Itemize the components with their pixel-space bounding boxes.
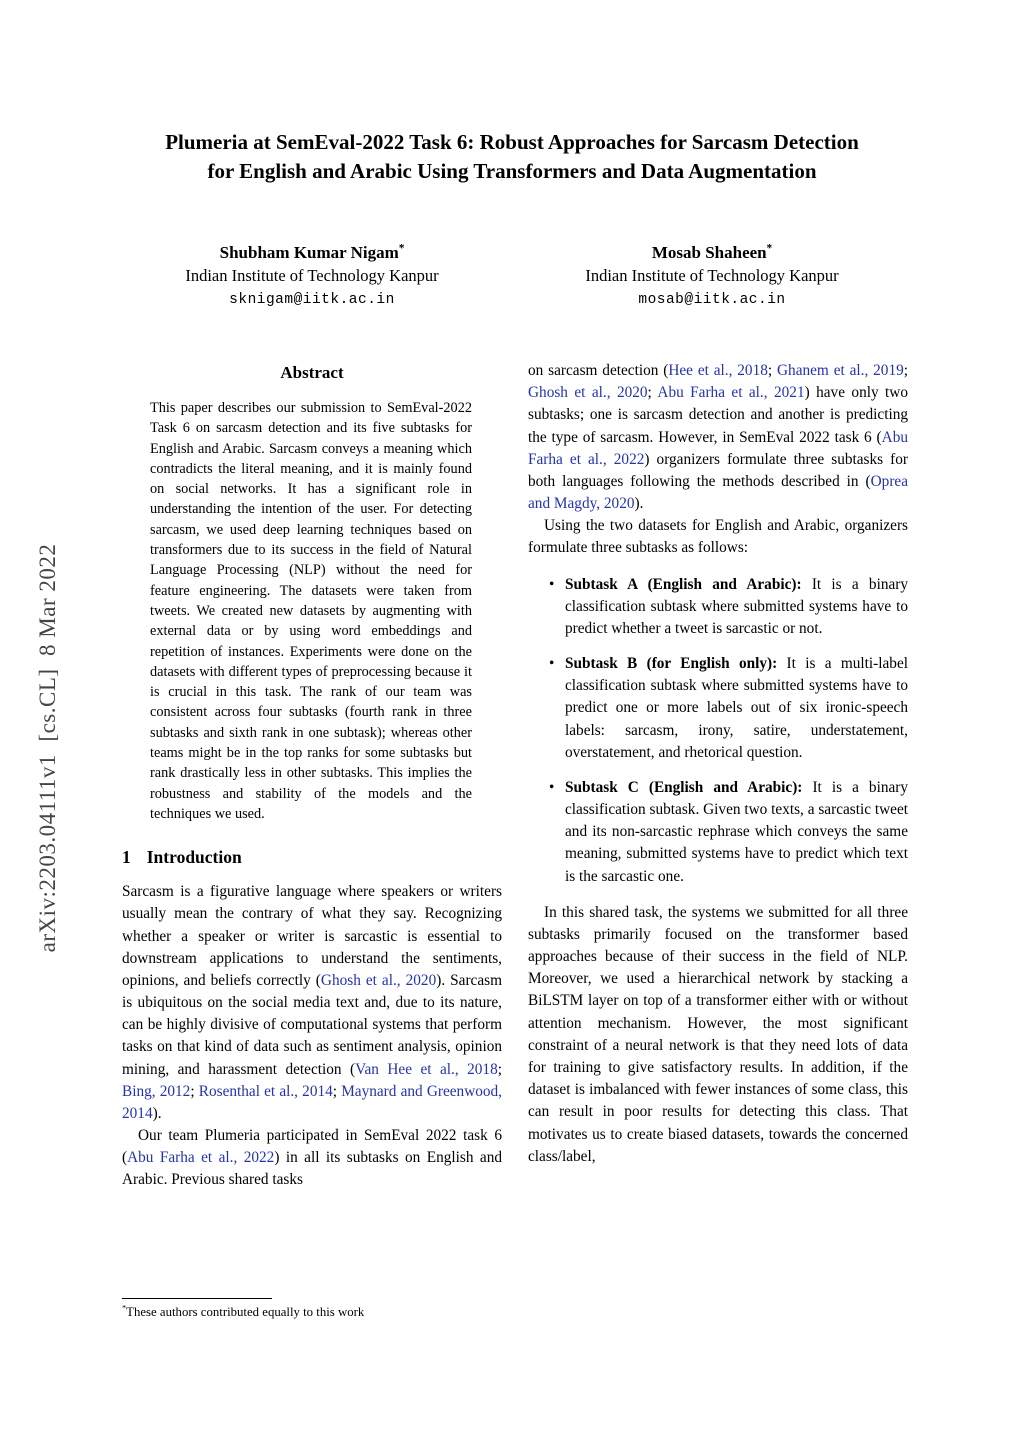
authors-block xyxy=(112,243,912,308)
subtask-list xyxy=(528,574,908,888)
right-paragraph-1 xyxy=(528,360,908,515)
bullet-icon: • xyxy=(549,778,555,796)
text-segment: Mosab Shaheen xyxy=(651,243,767,262)
text-segment: ; xyxy=(767,362,777,379)
text-segment: Our team Plumeria participated in SemEval 2022 task 6 ( xyxy=(122,1127,502,1167)
left-column xyxy=(122,363,502,1192)
abstract-heading: Abstract xyxy=(280,363,344,382)
citation-link[interactable]: Hee et al., 2018 xyxy=(668,362,768,379)
text-segment: ) in all its subtasks on English and Arabic. Previous shared tasks xyxy=(122,1149,502,1189)
text-segment: Subtask B (for English only): xyxy=(565,655,778,673)
text-segment: ) have only two subtasks; one is sarcasm detection and another is predicting the type of sarcasm. However, in SemEval 2022 task 6 ( xyxy=(528,384,908,446)
subtask-a-text xyxy=(565,576,908,637)
text-segment: Sarcasm is a figurative language where speakers or writers usually mean the contrary of what they say. Recognizing whether a speaker or writer is sarcastic is essential to downstream applications to understand the sentiments, opinions, and beliefs correctly ( xyxy=(122,883,502,989)
footnote-text xyxy=(122,1304,502,1321)
arxiv-watermark: arXiv:2203.04111v1 [cs.CL] 8 Mar 2022 xyxy=(35,543,60,953)
subtask-b-text xyxy=(565,655,908,761)
text-segment: ). xyxy=(634,495,644,513)
text-segment: ). Sarcasm is ubiquitous on the social media text and, due to its nature, can be highly divisive of computational systems that perform tasks on that kind of data such as sentiment analysis, opinion mining, and harassment detection ( xyxy=(122,971,502,1078)
right-paragraph-2: Using the two datasets for English and Arabic, organizers formulate three subtasks as follows: xyxy=(528,517,908,557)
citation-link[interactable]: Rosenthal et al., 2014 xyxy=(198,1082,333,1100)
bullet-icon: • xyxy=(549,575,555,593)
author-affiliation: Indian Institute of Technology Kanpur xyxy=(185,266,439,285)
text-segment: ; xyxy=(497,1060,502,1078)
text-segment: It is a multi-label classification subtask where submitted systems have to predict one or more labels out of six ironic-speech labels: sarcasm, irony, satire, understatement, overstatement, and rhetorical question. xyxy=(565,655,908,761)
citation-link[interactable]: Abu Farha et al., 2022 xyxy=(528,428,908,468)
text-segment: ; xyxy=(332,1082,342,1100)
intro-paragraph-2 xyxy=(122,1125,502,1192)
text-segment: It is a binary classification subtask. Given two texts, a sarcastic tweet and its non-sarcastic rephrase which conveys the same meaning, submitted systems have to predict which text is the sarcastic one. xyxy=(565,778,908,885)
text-segment: ; xyxy=(903,362,908,379)
citation-link[interactable]: Ghosh et al., 2020 xyxy=(320,971,437,989)
text-segment: Shubham Kumar Nigam xyxy=(219,243,399,262)
superscript-marker: * xyxy=(398,242,405,255)
section-title: Introduction xyxy=(146,847,242,868)
footnote-rule xyxy=(122,1298,272,1299)
subtask-item-c xyxy=(528,777,908,888)
intro-paragraph-1 xyxy=(122,881,502,1125)
citation-link[interactable]: Ghanem et al., 2019 xyxy=(777,362,904,379)
text-segment: on sarcasm detection ( xyxy=(528,362,669,379)
subtask-item-b xyxy=(528,653,908,764)
citation-link[interactable]: Van Hee et al., 2018 xyxy=(355,1060,498,1078)
text-segment: It is a binary classification subtask where submitted systems have to predict whether a tweet is sarcastic or not. xyxy=(565,575,908,637)
text-segment: Subtask A (English and Arabic): xyxy=(565,575,802,593)
author-affiliation: Indian Institute of Technology Kanpur xyxy=(585,266,839,285)
footnote xyxy=(122,1298,502,1321)
text-segment: ; xyxy=(647,384,658,402)
text-segment: ) organizers formulate three subtasks for both languages following the methods described in ( xyxy=(528,450,909,490)
text-segment: These authors contributed equally to this work xyxy=(126,1305,365,1319)
superscript-marker: * xyxy=(122,1303,127,1313)
subtask-item-a xyxy=(528,574,908,641)
paper-title: Plumeria at SemEval-2022 Task 6: Robust Approaches for Sarcasm Detection for English and Arabic Using Transformers and Data Augmentation xyxy=(165,130,859,183)
citation-link[interactable]: Abu Farha et al., 2021 xyxy=(657,384,805,402)
author-block-1 xyxy=(112,243,512,308)
text-segment: ; xyxy=(190,1082,199,1100)
citation-link[interactable]: Bing, 2012 xyxy=(122,1082,191,1100)
citation-link[interactable]: Oprea and Magdy, 2020 xyxy=(528,472,908,513)
right-column xyxy=(528,360,908,1168)
author-block-2 xyxy=(512,243,912,308)
abstract-text: This paper describes our submission to SemEval-2022 Task 6 on sarcasm detection and its five subtasks for English and Arabic. Sarcasm conveys a meaning which contradicts the literal meaning, and it is mainly found on social networks. It has a significant role in understanding the intention of the user. For detecting sarcasm, we used deep learning techniques based on transformers due to its success in the field of Natural Language Processing (NLP) without the need for feature engineering. The datasets were taken from tweets. We created new datasets by augmenting with external data or by using word embeddings and repetition of instances. Experiments were done on the datasets with different types of preprocessing because it is crucial in this task. The rank of our team was consistent across four subtasks (fourth rank in three subtasks and sixth rank in one subtask); whereas other teams might be in the top ranks for some subtasks but rank drastically less in other subtasks. This implies the robustness and stability of the models and the techniques we used. xyxy=(150,400,472,822)
right-paragraph-3: In this shared task, the systems we submitted for all three subtasks primarily focused on the transformer based approaches because of their success in the field of NLP. Moreover, we used a hierarchical network by stacking a BiLSTM layer on top of a transformer either with or without attention mechanism. However, the most significant constraint of a neural network is that they need lots of data for training to give satisfactory results. In addition, if the dataset is imbalanced with fewer instances of some class, this can result in poor results for detecting this class. That motivates us to create biased datasets, towards the concerned class/label, xyxy=(528,903,908,1165)
citation-link[interactable]: Abu Farha et al., 2022 xyxy=(127,1149,275,1167)
section-heading-introduction xyxy=(122,847,502,868)
text-segment: ). xyxy=(152,1104,162,1122)
author-email-link[interactable]: mosab@iitk.ac.in xyxy=(638,292,786,308)
author-email-link[interactable]: sknigam@iitk.ac.in xyxy=(229,292,395,308)
author-name xyxy=(112,243,512,263)
subtask-c-text xyxy=(565,779,908,885)
section-number: 1 xyxy=(122,847,131,868)
citation-link[interactable]: Ghosh et al., 2020 xyxy=(528,384,648,402)
text-segment: Subtask C (English and Arabic): xyxy=(565,778,803,796)
bullet-icon: • xyxy=(549,655,555,673)
author-name xyxy=(512,243,912,263)
citation-link[interactable]: Maynard and Greenwood, 2014 xyxy=(122,1082,503,1122)
superscript-marker: * xyxy=(766,242,773,255)
